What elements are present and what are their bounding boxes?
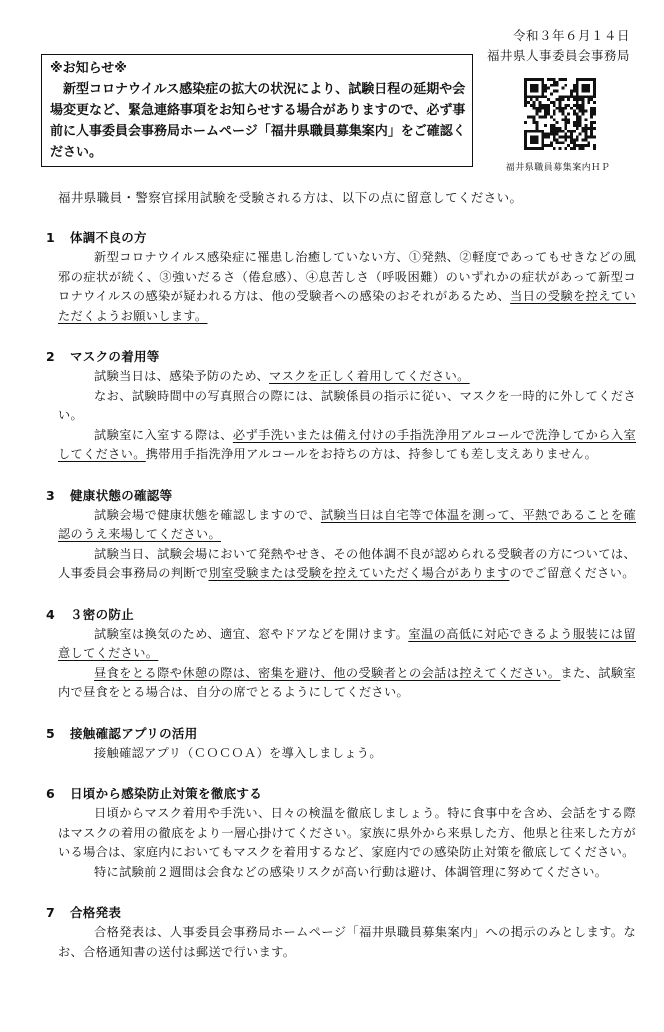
- section-health: [36, 228, 636, 326]
- section-results: [36, 903, 636, 962]
- section-paragraph: 試験室に入室する際は、必ず手洗いまたは備え付けの手指洗浄用アルコールで洗浄してから入室してください。携帯用手指洗浄用アルコールをお持ちの方は、持参しても差し支えありません。: [58, 427, 636, 461]
- notice-box: [41, 54, 473, 167]
- qr-caption: 福井県職員募集案内ＨＰ: [505, 163, 611, 173]
- section-health-check: [36, 486, 636, 584]
- header-block: [487, 26, 630, 66]
- section-paragraph: 昼食をとる際や休憩の際は、密集を避け、他の受験者との会話は控えてください。また、試験室内で昼食をとる場合は、自分の席でとるようにしてください。: [58, 665, 636, 699]
- section-paragraph: 接触確認アプリ（ＣＯＣＯＡ）を導入しましょう。: [94, 745, 382, 760]
- section-heading: 3 健康状態の確認等: [46, 487, 173, 503]
- section-paragraph: 試験会場で健康状態を確認しますので、試験当日は自宅等で体温を測って、平熱であることを確認のうえ来場してください。: [58, 507, 636, 541]
- notice-title: ※お知らせ※: [50, 61, 127, 76]
- section-paragraph: なお、試験時間中の写真照合の際には、試験係員の指示に従い、マスクを一時的に外してください。: [58, 388, 636, 422]
- section-heading: 6 日頃から感染防止対策を徹底する: [46, 786, 263, 801]
- section-paragraph: 試験当日は、感染予防のため、マスクを正しく着用してください。: [94, 369, 470, 383]
- section-heading: 2 マスクの着用等: [46, 349, 160, 364]
- intro-text: 福井県職員・警察官採用試験を受験される方は、以下の点に留意してください。: [58, 190, 523, 205]
- qr-code-icon[interactable]: [524, 78, 596, 150]
- section-daily-prevention: [36, 784, 636, 882]
- issue-date: 令和３年６月１４日: [512, 28, 630, 43]
- section-paragraph: 日頃からマスク着用や手洗い、日々の検温を徹底しましょう。特に食事中を含め、会話をする際はマスクの着用の徹底をより一層心掛けてください。家族に県外から来県した方、他県と往来した方がいる場合は、家庭内においてもマスクを着用するなど、家庭内での感染防止対策を徹底してください。: [58, 806, 636, 859]
- sections-list: [36, 228, 636, 983]
- section-three-c: [36, 605, 636, 703]
- section-paragraph: 特に試験前２週間は会食などの感染リスクが高い行動は避け、体調管理に努めてください。: [94, 864, 608, 879]
- section-paragraph: 試験室は換気のため、適宜、窓やドアなどを開けます。室温の高低に対応できるよう服装には留意してください。: [58, 626, 636, 660]
- section-mask: [36, 347, 636, 465]
- section-heading: 4 ３密の防止: [46, 606, 135, 622]
- section-contact-app: [36, 724, 636, 764]
- section-paragraph: 新型コロナウイルス感染症に罹患し治癒していない方、①発熱、②軽度であってもせきなどの風邪の症状が続く、③強いだるさ（倦怠感）、④息苦しさ（呼吸困難）のいずれかの症状があって新型コロナウイルスの感染が疑われる方は、他の受験者への感染のおそれがあるため、当日の受験を控えていただくようお願いします。: [58, 250, 636, 323]
- section-paragraph: 合格発表は、人事委員会事務局ホームページ「福井県職員募集案内」への掲示のみとします。なお、合格通知書の送付は郵送で行います。: [58, 925, 636, 959]
- section-paragraph: 試験当日、試験会場において発熱やせき、その他体調不良が認められる受験者の方については、人事委員会事務局の判断で別室受験または受験を控えていただく場合がありますのでご留意ください。: [58, 546, 636, 580]
- issuing-office: 福井県人事委員会事務局: [486, 48, 630, 63]
- notice-body: 新型コロナウイルス感染症の拡大の状況により、試験日程の延期や会場変更など、緊急連絡事項をお知らせする場合がありますので、必ず事前に人事委員会事務局ホームページ「福井県職員募集案内」をご確認ください。: [50, 82, 466, 160]
- section-heading: 5 接触確認アプリの活用: [46, 725, 198, 741]
- section-heading: 7 合格発表: [46, 905, 122, 920]
- section-heading: 1 体調不良の方: [46, 230, 147, 245]
